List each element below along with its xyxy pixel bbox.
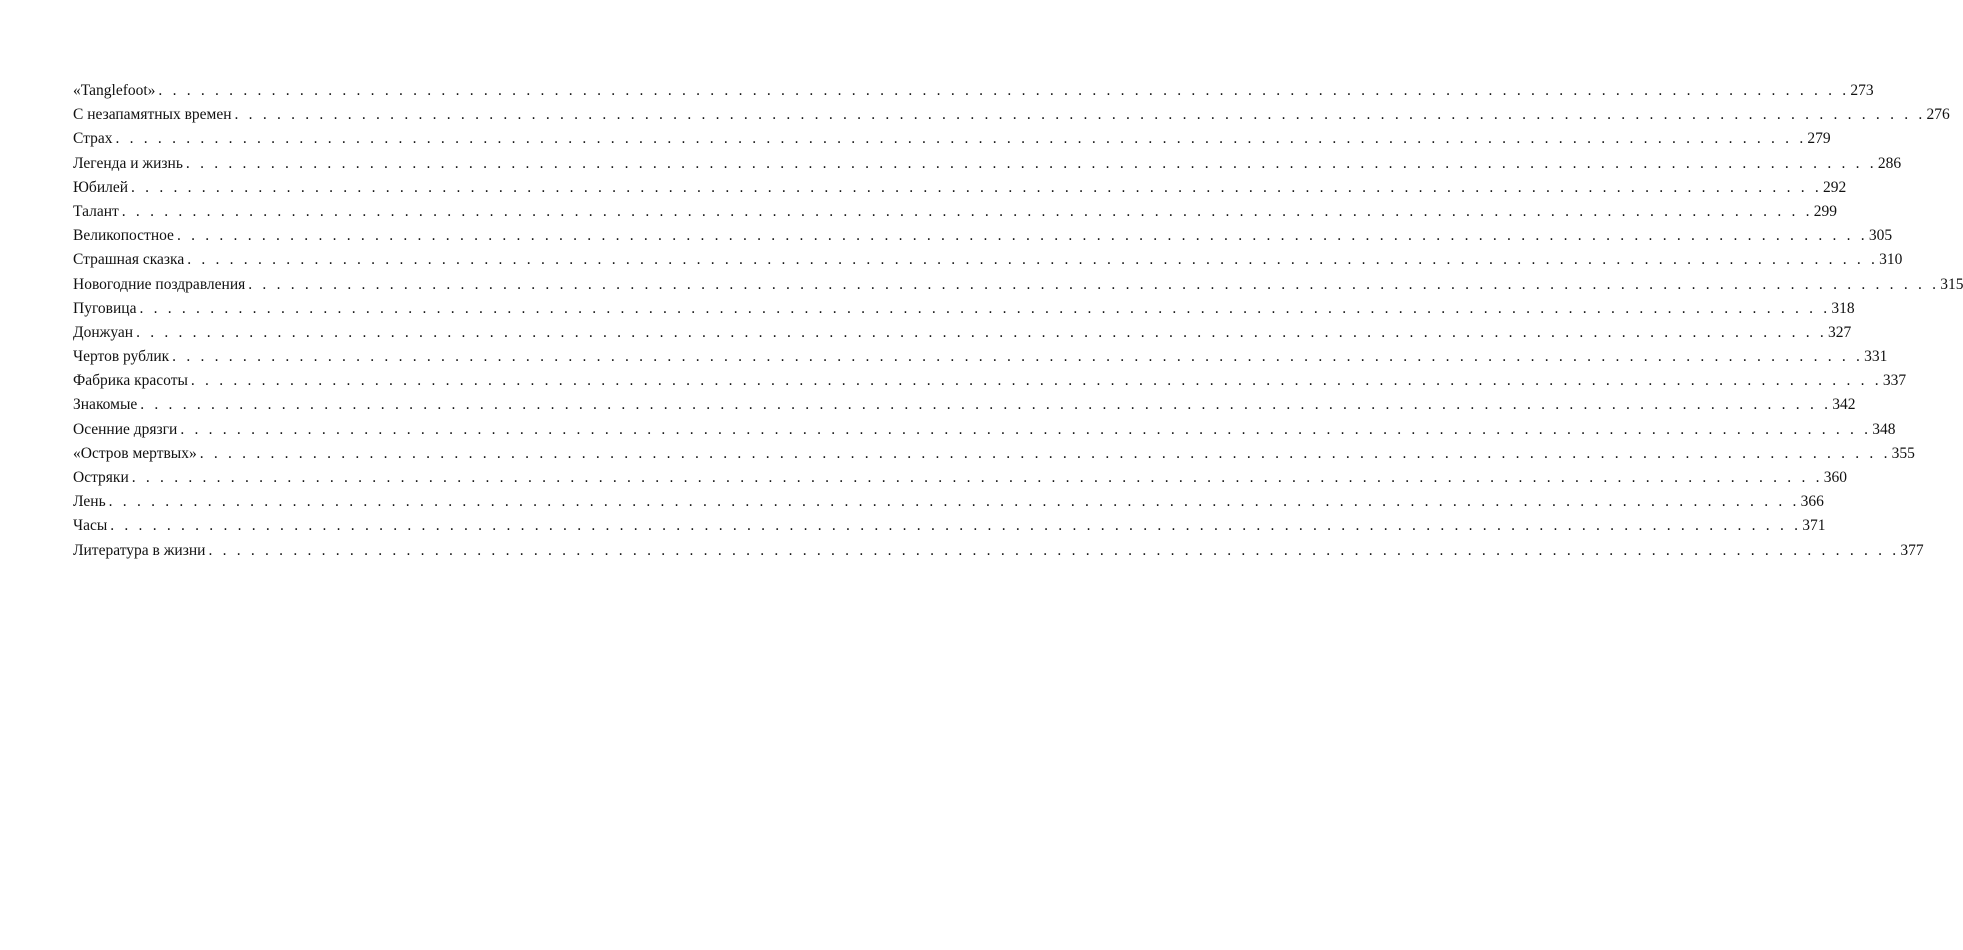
toc-entry-title: «Tanglefoot» xyxy=(73,82,156,99)
toc-entry-title: Легенда и жизнь xyxy=(73,154,183,172)
toc-entry-title: Знакомые xyxy=(73,396,138,414)
toc-entry-page-number: 366 xyxy=(1800,493,1824,511)
toc-entry-page-number: 305 xyxy=(1868,227,1893,245)
toc-leader-dots: . . . . . . . . . . . . . . . . . . . . . . . . . . . . . . . . . . . . . . . . . . . . . . . . . . . . . . . . . . . . . . . . . . . . . . . . . . . . . . . . . . . . . . . . . . . . . . . . . . . . . . . . . . . . . . . . . . . . . . . . xyxy=(234,106,1926,124)
toc-leader-dots: . . . . . . . . . . . . . . . . . . . . . . . . . . . . . . . . . . . . . . . . . . . . . . . . . . . . . . . . . . . . . . . . . . . . . . . . . . . . . . . . . . . . . . . . . . . . . . . . . . . . . . . . . . . . . . . . . . . . . . . . xyxy=(185,154,1877,172)
toc-entry-title: Великопостное xyxy=(73,227,174,245)
toc-entry-page-number: 371 xyxy=(1802,517,1826,535)
toc-entry xyxy=(73,442,1915,466)
toc-leader-dots: . . . . . . . . . . . . . . . . . . . . . . . . . . . . . . . . . . . . . . . . . . . . . . . . . . . . . . . . . . . . . . . . . . . . . . . . . . . . . . . . . . . . . . . . . . . . . . . . . . . . . . . . . . . . . . . . . . . . . . . . xyxy=(208,541,1900,559)
toc-entry-title: Лень xyxy=(73,493,106,511)
toc-leader-dots: . . . . . . . . . . . . . . . . . . . . . . . . . . . . . . . . . . . . . . . . . . . . . . . . . . . . . . . . . . . . . . . . . . . . . . . . . . . . . . . . . . . . . . . . . . . . . . . . . . . . . . . . . . . . . . . . . . . . . . . . xyxy=(108,493,1800,511)
toc-entry xyxy=(73,79,1874,103)
toc-leader-dots: . . . . . . . . . . . . . . . . . . . . . . . . . . . . . . . . . . . . . . . . . . . . . . . . . . . . . . . . . . . . . . . . . . . . . . . . . . . . . . . . . . . . . . . . . . . . . . . . . . . . . . . . . . . . . . . . . . . . . . . . xyxy=(190,372,1882,390)
toc-entry xyxy=(73,345,1888,369)
toc-entry xyxy=(73,466,1847,490)
toc-entry-page-number: 318 xyxy=(1831,299,1855,317)
toc-entry xyxy=(73,103,1950,127)
toc-entry-title: Новогодние поздравления xyxy=(73,275,246,293)
toc-leader-dots: . . . . . . . . . . . . . . . . . . . . . . . . . . . . . . . . . . . . . . . . . . . . . . . . . . . . . . . . . . . . . . . . . . . . . . . . . . . . . . . . . . . . . . . . . . . . . . . . . . . . . . . . . . . . . . . . . . . . . . . . xyxy=(176,227,1868,245)
toc-leader-dots: . . . . . . . . . . . . . . . . . . . . . . . . . . . . . . . . . . . . . . . . . . . . . . . . . . . . . . . . . . . . . . . . . . . . . . . . . . . . . . . . . . . . . . . . . . . . . . . . . . . . . . . . . . . . . . . . . . . . . . . . xyxy=(248,275,1940,293)
toc-entry xyxy=(73,127,1831,151)
toc-entry xyxy=(73,393,1856,417)
toc-entry-page-number: 337 xyxy=(1882,372,1907,390)
toc-leader-dots: . . . . . . . . . . . . . . . . . . . . . . . . . . . . . . . . . . . . . . . . . . . . . . . . . . . . . . . . . . . . . . . . . . . . . . . . . . . . . . . . . . . . . . . . . . . . . . . . . . . . . . . . . . . . . . . . . . . . . . . . xyxy=(131,178,1822,196)
toc-leader-dots: . . . . . . . . . . . . . . . . . . . . . . . . . . . . . . . . . . . . . . . . . . . . . . . . . . . . . . . . . . . . . . . . . . . . . . . . . . . . . . . . . . . . . . . . . . . . . . . . . . . . . . . . . . . . . . . . . . . . . . . . xyxy=(158,82,1850,99)
toc-entry xyxy=(73,297,1855,321)
toc-entry xyxy=(73,152,1902,176)
toc-entry-title: «Остров мертвых» xyxy=(73,444,197,462)
toc-entry xyxy=(73,248,1903,272)
toc-entry-page-number: 331 xyxy=(1864,348,1888,366)
toc-leader-dots: . . . . . . . . . . . . . . . . . . . . . . . . . . . . . . . . . . . . . . . . . . . . . . . . . . . . . . . . . . . . . . . . . . . . . . . . . . . . . . . . . . . . . . . . . . . . . . . . . . . . . . . . . . . . . . . . . . . . . . . . xyxy=(110,517,1802,535)
toc-entry xyxy=(73,200,1837,224)
toc-entry-title: Страшная сказка xyxy=(73,251,185,269)
toc-entry-title: Пуговица xyxy=(73,299,137,317)
toc-entry xyxy=(73,176,1847,200)
toc-entry-title: Литература в жизни xyxy=(73,541,206,559)
toc-entry-page-number: 279 xyxy=(1807,130,1831,148)
toc-entry xyxy=(73,514,1826,538)
toc-entry-page-number: 348 xyxy=(1872,420,1896,438)
toc-leader-dots: . . . . . . . . . . . . . . . . . . . . . . . . . . . . . . . . . . . . . . . . . . . . . . . . . . . . . . . . . . . . . . . . . . . . . . . . . . . . . . . . . . . . . . . . . . . . . . . . . . . . . . . . . . . . . . . . . . . . . . . . xyxy=(187,251,1879,269)
toc-entry-page-number: 327 xyxy=(1828,323,1852,341)
toc-entry-title: С незапамятных времен xyxy=(73,106,232,124)
toc-entry-page-number: 342 xyxy=(1832,396,1856,414)
toc-entry-title: Остряки xyxy=(73,469,129,486)
toc-entry-page-number: 276 xyxy=(1926,106,1950,124)
toc-entry-title: Донжуан xyxy=(73,323,134,341)
toc-entry-title: Юбилей xyxy=(73,178,129,196)
toc-entry xyxy=(73,224,1893,248)
table-of-contents xyxy=(73,79,1963,563)
toc-entry-page-number: 355 xyxy=(1891,444,1915,462)
toc-entry-page-number: 292 xyxy=(1822,178,1847,196)
toc-entry-title: Талант xyxy=(73,202,119,220)
toc-leader-dots: . . . . . . . . . . . . . . . . . . . . . . . . . . . . . . . . . . . . . . . . . . . . . . . . . . . . . . . . . . . . . . . . . . . . . . . . . . . . . . . . . . . . . . . . . . . . . . . . . . . . . . . . . . . . . . . . . . . . . . . . xyxy=(136,323,1827,341)
toc-entry xyxy=(73,539,1924,563)
toc-entry xyxy=(73,321,1852,345)
toc-entry-page-number: 310 xyxy=(1879,251,1903,269)
toc-entry-page-number: 360 xyxy=(1823,469,1847,486)
toc-entry-page-number: 315 xyxy=(1940,275,1963,293)
toc-entry xyxy=(73,490,1824,514)
toc-entry xyxy=(73,418,1896,442)
toc-entry xyxy=(73,369,1907,393)
toc-leader-dots: . . . . . . . . . . . . . . . . . . . . . . . . . . . . . . . . . . . . . . . . . . . . . . . . . . . . . . . . . . . . . . . . . . . . . . . . . . . . . . . . . . . . . . . . . . . . . . . . . . . . . . . . . . . . . . . . . . . . . . . . xyxy=(199,444,1891,462)
toc-leader-dots: . . . . . . . . . . . . . . . . . . . . . . . . . . . . . . . . . . . . . . . . . . . . . . . . . . . . . . . . . . . . . . . . . . . . . . . . . . . . . . . . . . . . . . . . . . . . . . . . . . . . . . . . . . . . . . . . . . . . . . . . xyxy=(139,299,1831,317)
toc-entry-page-number: 299 xyxy=(1813,202,1837,220)
toc-leader-dots: . . . . . . . . . . . . . . . . . . . . . . . . . . . . . . . . . . . . . . . . . . . . . . . . . . . . . . . . . . . . . . . . . . . . . . . . . . . . . . . . . . . . . . . . . . . . . . . . . . . . . . . . . . . . . . . . . . . . . . . . xyxy=(121,202,1813,220)
toc-leader-dots: . . . . . . . . . . . . . . . . . . . . . . . . . . . . . . . . . . . . . . . . . . . . . . . . . . . . . . . . . . . . . . . . . . . . . . . . . . . . . . . . . . . . . . . . . . . . . . . . . . . . . . . . . . . . . . . . . . . . . . . . xyxy=(131,469,1823,486)
toc-entry-page-number: 273 xyxy=(1850,82,1874,99)
toc-entry-page-number: 286 xyxy=(1877,154,1902,172)
toc-entry-title: Фабрика красоты xyxy=(73,372,188,390)
toc-leader-dots: . . . . . . . . . . . . . . . . . . . . . . . . . . . . . . . . . . . . . . . . . . . . . . . . . . . . . . . . . . . . . . . . . . . . . . . . . . . . . . . . . . . . . . . . . . . . . . . . . . . . . . . . . . . . . . . . . . . . . . . . xyxy=(172,348,1864,366)
toc-entry-title: Чертов рублик xyxy=(73,348,170,366)
toc-entry xyxy=(73,273,1963,297)
toc-leader-dots: . . . . . . . . . . . . . . . . . . . . . . . . . . . . . . . . . . . . . . . . . . . . . . . . . . . . . . . . . . . . . . . . . . . . . . . . . . . . . . . . . . . . . . . . . . . . . . . . . . . . . . . . . . . . . . . . . . . . . . . . xyxy=(180,420,1872,438)
toc-entry-title: Часы xyxy=(73,517,108,535)
toc-entry-page-number: 377 xyxy=(1900,541,1924,559)
toc-entry-title: Осенние дрязги xyxy=(73,420,178,438)
toc-leader-dots: . . . . . . . . . . . . . . . . . . . . . . . . . . . . . . . . . . . . . . . . . . . . . . . . . . . . . . . . . . . . . . . . . . . . . . . . . . . . . . . . . . . . . . . . . . . . . . . . . . . . . . . . . . . . . . . . . . . . . . . . xyxy=(115,130,1807,148)
toc-entry-title: Страх xyxy=(73,130,113,148)
toc-leader-dots: . . . . . . . . . . . . . . . . . . . . . . . . . . . . . . . . . . . . . . . . . . . . . . . . . . . . . . . . . . . . . . . . . . . . . . . . . . . . . . . . . . . . . . . . . . . . . . . . . . . . . . . . . . . . . . . . . . . . . . . . xyxy=(140,396,1832,414)
